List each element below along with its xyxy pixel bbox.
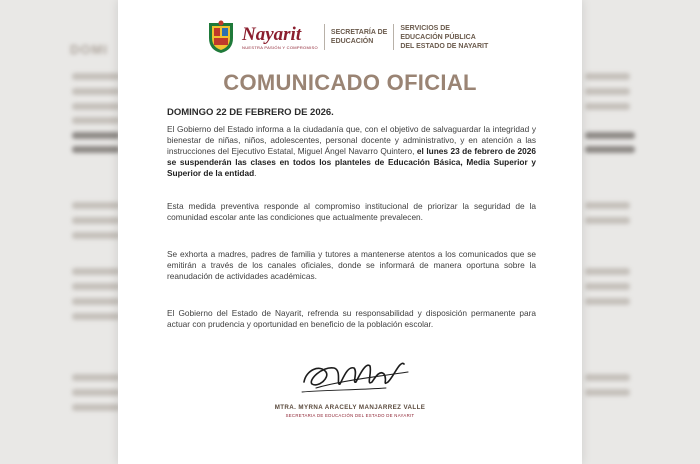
highlighted-text: el lunes 23 de febrero de 2026 se suspenderán las clases en todos los planteles de Educación Básica, Media Superior y Superior de la entidad	[167, 145, 536, 178]
brand-logo	[242, 25, 318, 50]
communique-page	[118, 0, 582, 464]
brand-name: Nayarit	[242, 23, 302, 45]
brand-tagline: NUESTRA PASIÓN Y COMPROMISO	[242, 44, 318, 50]
agency-label: SERVICIOS DE EDUCACIÓN PÚBLICA DEL ESTADO DE NAYARIT	[400, 24, 489, 50]
paragraph-text: .	[254, 167, 257, 178]
signer-name: MTRA. MYRNA ARACELY MANJARREZ VALLE	[274, 404, 426, 411]
department-label: SECRETARÍA DE EDUCACIÓN	[330, 29, 388, 45]
signer-title: SECRETARIA DE EDUCACIÓN DEL ESTADO DE NAYARIT	[285, 413, 415, 418]
bg-heading-fragment: DOMI	[70, 42, 108, 57]
paragraph-closing: El Gobierno del Estado de Nayarit, refrenda su responsabilidad y disposición permanente para actuar con prudencia y oportunidad en beneficio de la población escolar.	[167, 308, 536, 329]
document-date: DOMINGO 22 DE FEBRERO DE 2026.	[167, 107, 334, 118]
state-seal-icon	[206, 20, 236, 54]
paragraph-exhortation: Se exhorta a madres, padres de familia y tutores a mantenerse atentos a los comunicados que se emitirán a través de los canales oficiales, donde se informará de manera oportuna sobre la reanudación de actividades académicas.	[167, 249, 536, 281]
header-divider	[324, 24, 325, 50]
document-title: COMUNICADO OFICIAL	[223, 70, 477, 95]
paragraph-text: El Gobierno del Estado informa a la ciudadanía que, con el objetivo de salvaguardar la integridad y bienestar de niñas, niños, adolescentes, personal docente y administrativo, y en atención a las instrucciones del Ejecutivo Estatal, Miguel Ángel Navarro Quintero,	[167, 124, 536, 156]
letterhead	[206, 19, 488, 55]
paragraph-announcement	[167, 124, 536, 179]
paragraph-measure: Esta medida preventiva responde al compromiso institucional de priorizar la seguridad de la comunidad escolar ante las condiciones que actualmente prevalecen.	[167, 201, 536, 222]
header-divider	[393, 24, 394, 50]
signature-icon	[296, 352, 414, 398]
